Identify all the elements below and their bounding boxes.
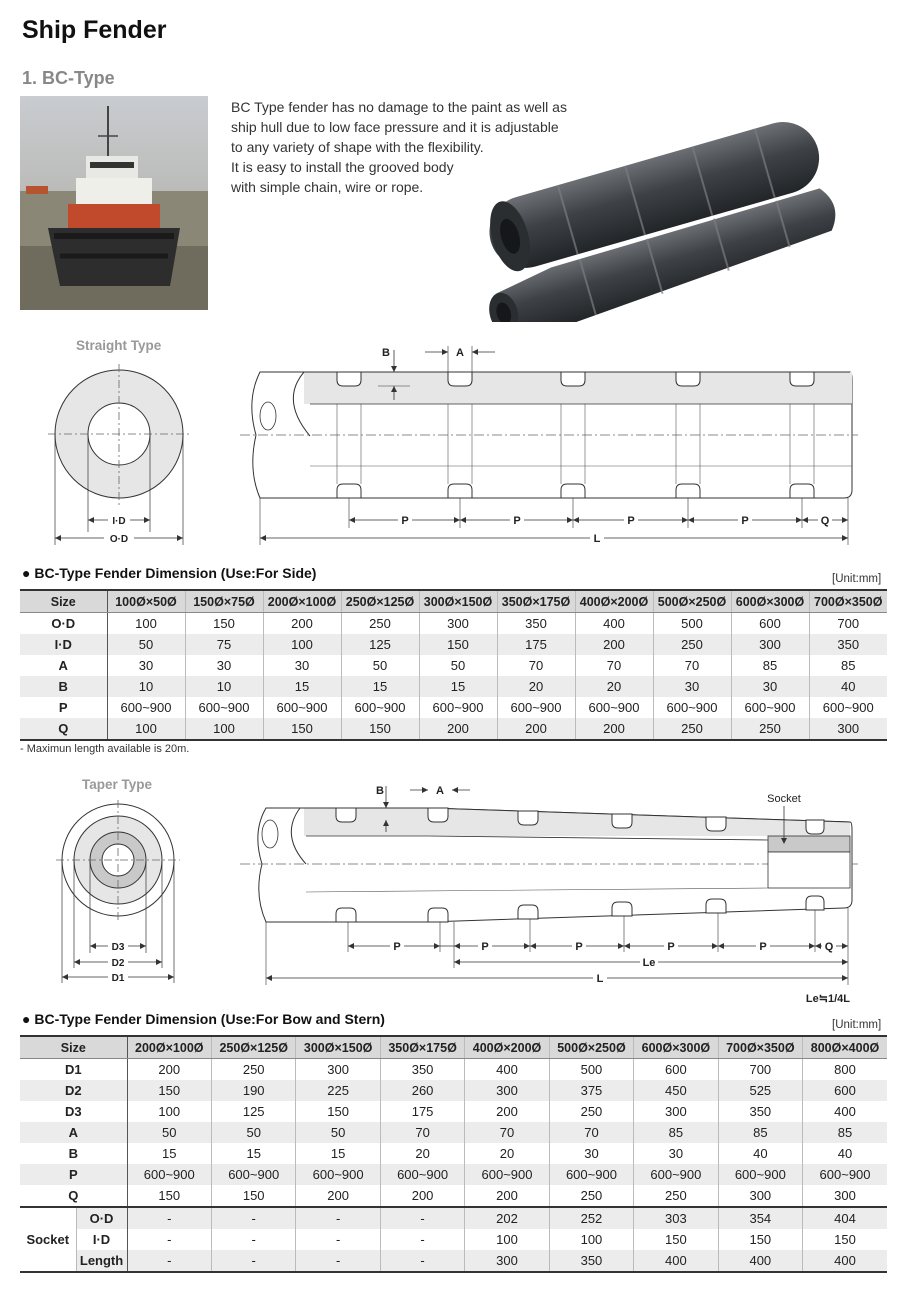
- table-cell: 85: [731, 655, 809, 676]
- table-cell: 202: [465, 1207, 549, 1229]
- table-cell: 70: [549, 1122, 633, 1143]
- table-cell: 50: [296, 1122, 380, 1143]
- table-cell: 40: [718, 1143, 802, 1164]
- table-cell: 190: [211, 1080, 295, 1101]
- table-cell: 354: [718, 1207, 802, 1229]
- column-header: 600Ø×300Ø: [731, 590, 809, 613]
- column-header: 300Ø×150Ø: [296, 1036, 380, 1059]
- table-cell: 150: [634, 1229, 718, 1250]
- table-row: [20, 634, 887, 655]
- table1-note: - Maximun length available is 20m.: [20, 743, 190, 755]
- table-cell: 200: [465, 1185, 549, 1207]
- table-cell: 700: [837, 616, 860, 631]
- table-row: [20, 1185, 887, 1207]
- taper-side-diagram: [240, 780, 860, 1010]
- table-cell: 50: [211, 1122, 295, 1143]
- table-cell: 70: [497, 655, 575, 676]
- table-cell: 250: [634, 1185, 718, 1207]
- table-cell: 600~900: [653, 697, 731, 718]
- column-header: 700Ø×350Ø: [809, 590, 887, 613]
- table-cell: 200: [380, 1185, 464, 1207]
- table-cell: 300: [634, 1101, 718, 1122]
- table-row: [20, 1101, 887, 1122]
- table-cell: 20: [575, 676, 653, 697]
- table-cell: 400: [465, 1059, 549, 1081]
- table-cell: 40: [809, 676, 887, 697]
- row-label: P: [20, 697, 107, 718]
- table-cell: 40: [837, 1146, 853, 1161]
- table-cell: 70: [380, 1122, 464, 1143]
- table-cell: 250: [731, 718, 809, 740]
- d2-dim-label: D2: [111, 958, 125, 969]
- row-label: A: [20, 1122, 127, 1143]
- column-header: Size: [20, 1036, 127, 1059]
- intro-line: with simple chain, wire or rope.: [231, 179, 424, 195]
- column-header: 400Ø×200Ø: [465, 1036, 549, 1059]
- table-cell: 30: [653, 676, 731, 697]
- table-cell: 100: [107, 613, 185, 635]
- table-cell: -: [127, 1250, 211, 1272]
- table-row: [20, 613, 887, 635]
- row-label: Q: [20, 1185, 127, 1207]
- table-cell: 600~900: [718, 1164, 802, 1185]
- table-cell: 250: [653, 634, 731, 655]
- p-dim-label: P: [481, 941, 489, 953]
- table-cell: 15: [127, 1143, 211, 1164]
- a-dim-label: A: [436, 785, 444, 797]
- table-cell: 300: [834, 1188, 856, 1203]
- q-dim-label: Q: [824, 941, 834, 953]
- row-label: B: [20, 676, 107, 697]
- socket-table-row: [20, 1250, 887, 1272]
- table-cell: 450: [634, 1080, 718, 1101]
- table-cell: 600: [731, 613, 809, 635]
- table-header-row: [20, 1036, 887, 1059]
- table-cell: 350: [809, 634, 887, 655]
- table-cell: 150: [127, 1080, 211, 1101]
- table-cell: 600~900: [575, 697, 653, 718]
- table-row: [20, 1122, 887, 1143]
- page-title: Ship Fender: [22, 16, 167, 44]
- table-cell: 15: [296, 1143, 380, 1164]
- table-cell: 600~900: [549, 1164, 633, 1185]
- taper-section-diagram: [50, 798, 190, 988]
- table2-heading: ● BC-Type Fender Dimension (Use:For Bow and Stern): [22, 1011, 385, 1027]
- table-cell: 85: [803, 1122, 887, 1143]
- table-cell: 400: [718, 1250, 802, 1272]
- table-cell: 303: [634, 1207, 718, 1229]
- table2-heading-text: BC-Type Fender Dimension (Use:For Bow and Stern): [34, 1011, 385, 1027]
- table-cell: 250: [341, 613, 419, 635]
- le-ratio-note: Le≒1/4L: [805, 993, 850, 1005]
- table-cell: 75: [185, 634, 263, 655]
- row-label: B: [20, 1143, 127, 1164]
- table-cell: 600~900: [419, 697, 497, 718]
- table-cell: 100: [263, 634, 341, 655]
- p-dim-label: P: [393, 941, 401, 953]
- id-dim-label: I·D: [112, 516, 126, 527]
- table-cell: 350: [549, 1250, 633, 1272]
- intro-line: ship hull due to low face pressure and it is adjustable: [231, 119, 559, 135]
- row-label: I·D: [76, 1229, 127, 1250]
- table-cell: 70: [465, 1122, 549, 1143]
- table-cell: 20: [465, 1143, 549, 1164]
- table-cell: -: [211, 1207, 295, 1229]
- column-header: 350Ø×175Ø: [497, 590, 575, 613]
- column-header: 200Ø×100Ø: [263, 590, 341, 613]
- table-cell: 300: [465, 1250, 549, 1272]
- table-cell: 350: [497, 613, 575, 635]
- table-cell: 200: [263, 613, 341, 635]
- table-cell: 200: [575, 718, 653, 740]
- table-cell: 50: [341, 655, 419, 676]
- column-header: 500Ø×250Ø: [549, 1036, 633, 1059]
- table-cell: 150: [185, 613, 263, 635]
- table-cell: 300: [718, 1185, 802, 1207]
- table-cell: 150: [834, 1232, 856, 1247]
- table-cell: 100: [549, 1229, 633, 1250]
- table-cell: -: [211, 1229, 295, 1250]
- table-cell: 600~900: [634, 1164, 718, 1185]
- table-cell: 100: [185, 718, 263, 740]
- table1-unit: [Unit:mm]: [832, 573, 882, 585]
- table-cell: 15: [419, 676, 497, 697]
- straight-type-label: Straight Type: [76, 338, 162, 353]
- table-cell: 50: [419, 655, 497, 676]
- table-cell: 600~900: [211, 1164, 295, 1185]
- table-row: [20, 1164, 887, 1185]
- p-dim-label: P: [401, 515, 409, 527]
- p-dim-label: P: [759, 941, 767, 953]
- table-cell: 20: [497, 676, 575, 697]
- row-label: D3: [20, 1101, 127, 1122]
- table-cell: 200: [419, 718, 497, 740]
- table-cell: 300: [731, 634, 809, 655]
- table-cell: 200: [296, 1185, 380, 1207]
- row-label: I·D: [20, 634, 107, 655]
- table-cell: 150: [718, 1229, 802, 1250]
- table-cell: 15: [211, 1143, 295, 1164]
- table-row: [20, 1059, 887, 1081]
- table-cell: 300: [465, 1080, 549, 1101]
- table-row: [20, 697, 887, 718]
- table-cell: 150: [211, 1185, 295, 1207]
- table-cell: 500: [549, 1059, 633, 1081]
- table-cell: 600~900: [465, 1164, 549, 1185]
- l-dim-label: L: [596, 973, 604, 985]
- table-cell: -: [127, 1229, 211, 1250]
- table-cell: -: [296, 1229, 380, 1250]
- a-dim-label: A: [456, 347, 464, 359]
- table-row: [20, 676, 887, 697]
- table-cell: 404: [803, 1207, 887, 1229]
- table-cell: 600~900: [263, 697, 341, 718]
- table-cell: 15: [341, 676, 419, 697]
- bow-stern-dimension-table: [20, 1035, 887, 1273]
- table-cell: 600~900: [803, 1164, 887, 1185]
- table-cell: 700: [718, 1059, 802, 1081]
- table-cell: -: [380, 1207, 464, 1229]
- row-label: O·D: [76, 1207, 127, 1229]
- table-cell: 30: [549, 1143, 633, 1164]
- table-cell: 15: [263, 676, 341, 697]
- intro-line: to any variety of shape with the flexibility.: [231, 139, 484, 155]
- column-header: 350Ø×175Ø: [380, 1036, 464, 1059]
- table-cell: 600~900: [822, 700, 874, 715]
- column-header: Size: [20, 590, 107, 613]
- table-cell: -: [296, 1250, 380, 1272]
- table-cell: 250: [549, 1101, 633, 1122]
- table-cell: 70: [575, 655, 653, 676]
- table-row: [20, 718, 887, 740]
- table-cell: 30: [185, 655, 263, 676]
- table-cell: 125: [341, 634, 419, 655]
- table-cell: 225: [296, 1080, 380, 1101]
- table-cell: 20: [380, 1143, 464, 1164]
- table-header-row: [20, 590, 887, 613]
- table-cell: 600~900: [107, 697, 185, 718]
- table-cell: 400: [803, 1250, 887, 1272]
- side-dimension-table: [20, 589, 887, 741]
- table-cell: -: [296, 1207, 380, 1229]
- table-cell: 300: [296, 1059, 380, 1081]
- column-header: 100Ø×50Ø: [107, 590, 185, 613]
- table-cell: 200: [127, 1059, 211, 1081]
- b-dim-label: B: [382, 347, 390, 359]
- table-cell: 70: [653, 655, 731, 676]
- table-row: [20, 1080, 887, 1101]
- table-cell: 600~900: [296, 1164, 380, 1185]
- table-cell: 150: [341, 718, 419, 740]
- row-label: A: [20, 655, 107, 676]
- table-cell: 260: [380, 1080, 464, 1101]
- table1-heading: ● BC-Type Fender Dimension (Use:For Side): [22, 565, 317, 581]
- table-cell: 100: [465, 1229, 549, 1250]
- column-header: 800Ø×400Ø: [803, 1036, 887, 1059]
- column-header: 200Ø×100Ø: [127, 1036, 211, 1059]
- table-cell: 30: [731, 676, 809, 697]
- table-cell: 10: [107, 676, 185, 697]
- table2-unit: [Unit:mm]: [832, 1019, 882, 1031]
- column-header: 500Ø×250Ø: [653, 590, 731, 613]
- socket-table-row: [20, 1229, 887, 1250]
- column-header: 400Ø×200Ø: [575, 590, 653, 613]
- table-cell: 300: [809, 718, 887, 740]
- table-cell: 200: [575, 634, 653, 655]
- socket-label: Socket: [767, 793, 801, 805]
- table-cell: 150: [263, 718, 341, 740]
- column-header: 300Ø×150Ø: [419, 590, 497, 613]
- tugboat-photo: [20, 96, 208, 310]
- table-cell: 50: [127, 1122, 211, 1143]
- table-cell: 175: [380, 1101, 464, 1122]
- taper-type-label: Taper Type: [82, 777, 153, 792]
- table-cell: 375: [549, 1080, 633, 1101]
- table-cell: 600~900: [497, 697, 575, 718]
- d1-dim-label: D1: [111, 973, 125, 984]
- table-cell: 300: [419, 613, 497, 635]
- intro-line: BC Type fender has no damage to the paint as well as: [231, 99, 567, 115]
- table-cell: 150: [296, 1101, 380, 1122]
- table-cell: 30: [263, 655, 341, 676]
- table-cell: 200: [497, 718, 575, 740]
- p-dim-label: P: [513, 515, 521, 527]
- table-cell: 100: [127, 1101, 211, 1122]
- table-cell: 85: [634, 1122, 718, 1143]
- table-cell: 150: [127, 1185, 211, 1207]
- table-row: [20, 655, 887, 676]
- l-dim-label: L: [593, 533, 601, 545]
- column-header: 150Ø×75Ø: [185, 590, 263, 613]
- row-label: Length: [76, 1250, 127, 1272]
- table-cell: 50: [107, 634, 185, 655]
- table-cell: 125: [211, 1101, 295, 1122]
- table-cell: 600~900: [380, 1164, 464, 1185]
- column-header: 250Ø×125Ø: [341, 590, 419, 613]
- row-label: D1: [20, 1059, 127, 1081]
- table-cell: 600~900: [341, 697, 419, 718]
- table-cell: -: [380, 1229, 464, 1250]
- table-cell: 30: [634, 1143, 718, 1164]
- table-cell: -: [380, 1250, 464, 1272]
- table-cell: 10: [185, 676, 263, 697]
- p-dim-label: P: [575, 941, 583, 953]
- table-cell: 252: [549, 1207, 633, 1229]
- table-cell: 400: [634, 1250, 718, 1272]
- le-dim-label: Le: [642, 957, 656, 969]
- table-cell: 500: [653, 613, 731, 635]
- table-cell: 150: [419, 634, 497, 655]
- straight-section-diagram: [40, 360, 200, 550]
- row-label: Q: [20, 718, 107, 740]
- socket-table-row: [20, 1207, 887, 1229]
- table-cell: 600~900: [127, 1164, 211, 1185]
- section-subtitle: 1. BC-Type: [22, 68, 115, 88]
- table-cell: 85: [841, 658, 856, 673]
- table-cell: 525: [718, 1080, 802, 1101]
- d3-dim-label: D3: [111, 942, 125, 953]
- column-header: 700Ø×350Ø: [718, 1036, 802, 1059]
- table-cell: 350: [380, 1059, 464, 1081]
- column-header: 600Ø×300Ø: [634, 1036, 718, 1059]
- table-cell: 100: [107, 718, 185, 740]
- row-label: O·D: [20, 613, 107, 635]
- socket-group-label: Socket: [20, 1207, 76, 1272]
- table-cell: 600~900: [185, 697, 263, 718]
- table-cell: 250: [549, 1185, 633, 1207]
- table-cell: -: [211, 1250, 295, 1272]
- straight-side-diagram: [240, 340, 860, 550]
- row-label: D2: [20, 1080, 127, 1101]
- fender-product-image: [465, 96, 865, 322]
- table-cell: 30: [107, 655, 185, 676]
- table-cell: 175: [497, 634, 575, 655]
- b-dim-label: B: [376, 785, 384, 797]
- q-dim-label: Q: [820, 515, 830, 527]
- column-header: 250Ø×125Ø: [211, 1036, 295, 1059]
- table-cell: 600~900: [731, 697, 809, 718]
- p-dim-label: P: [667, 941, 675, 953]
- p-dim-label: P: [627, 515, 635, 527]
- table-cell: 350: [718, 1101, 802, 1122]
- table1-heading-text: BC-Type Fender Dimension (Use:For Side): [34, 565, 317, 581]
- table-row: [20, 1143, 887, 1164]
- table-cell: 400: [834, 1104, 856, 1119]
- table-cell: 800: [834, 1062, 856, 1077]
- p-dim-label: P: [741, 515, 749, 527]
- table-cell: 250: [653, 718, 731, 740]
- table-cell: 400: [575, 613, 653, 635]
- intro-line: It is easy to install the grooved body: [231, 159, 454, 175]
- table-cell: 250: [211, 1059, 295, 1081]
- table-cell: 600: [634, 1059, 718, 1081]
- table-cell: 200: [465, 1101, 549, 1122]
- table-cell: 600: [803, 1080, 887, 1101]
- table-cell: -: [127, 1207, 211, 1229]
- table-cell: 85: [718, 1122, 802, 1143]
- od-dim-label: O·D: [109, 534, 129, 545]
- row-label: P: [20, 1164, 127, 1185]
